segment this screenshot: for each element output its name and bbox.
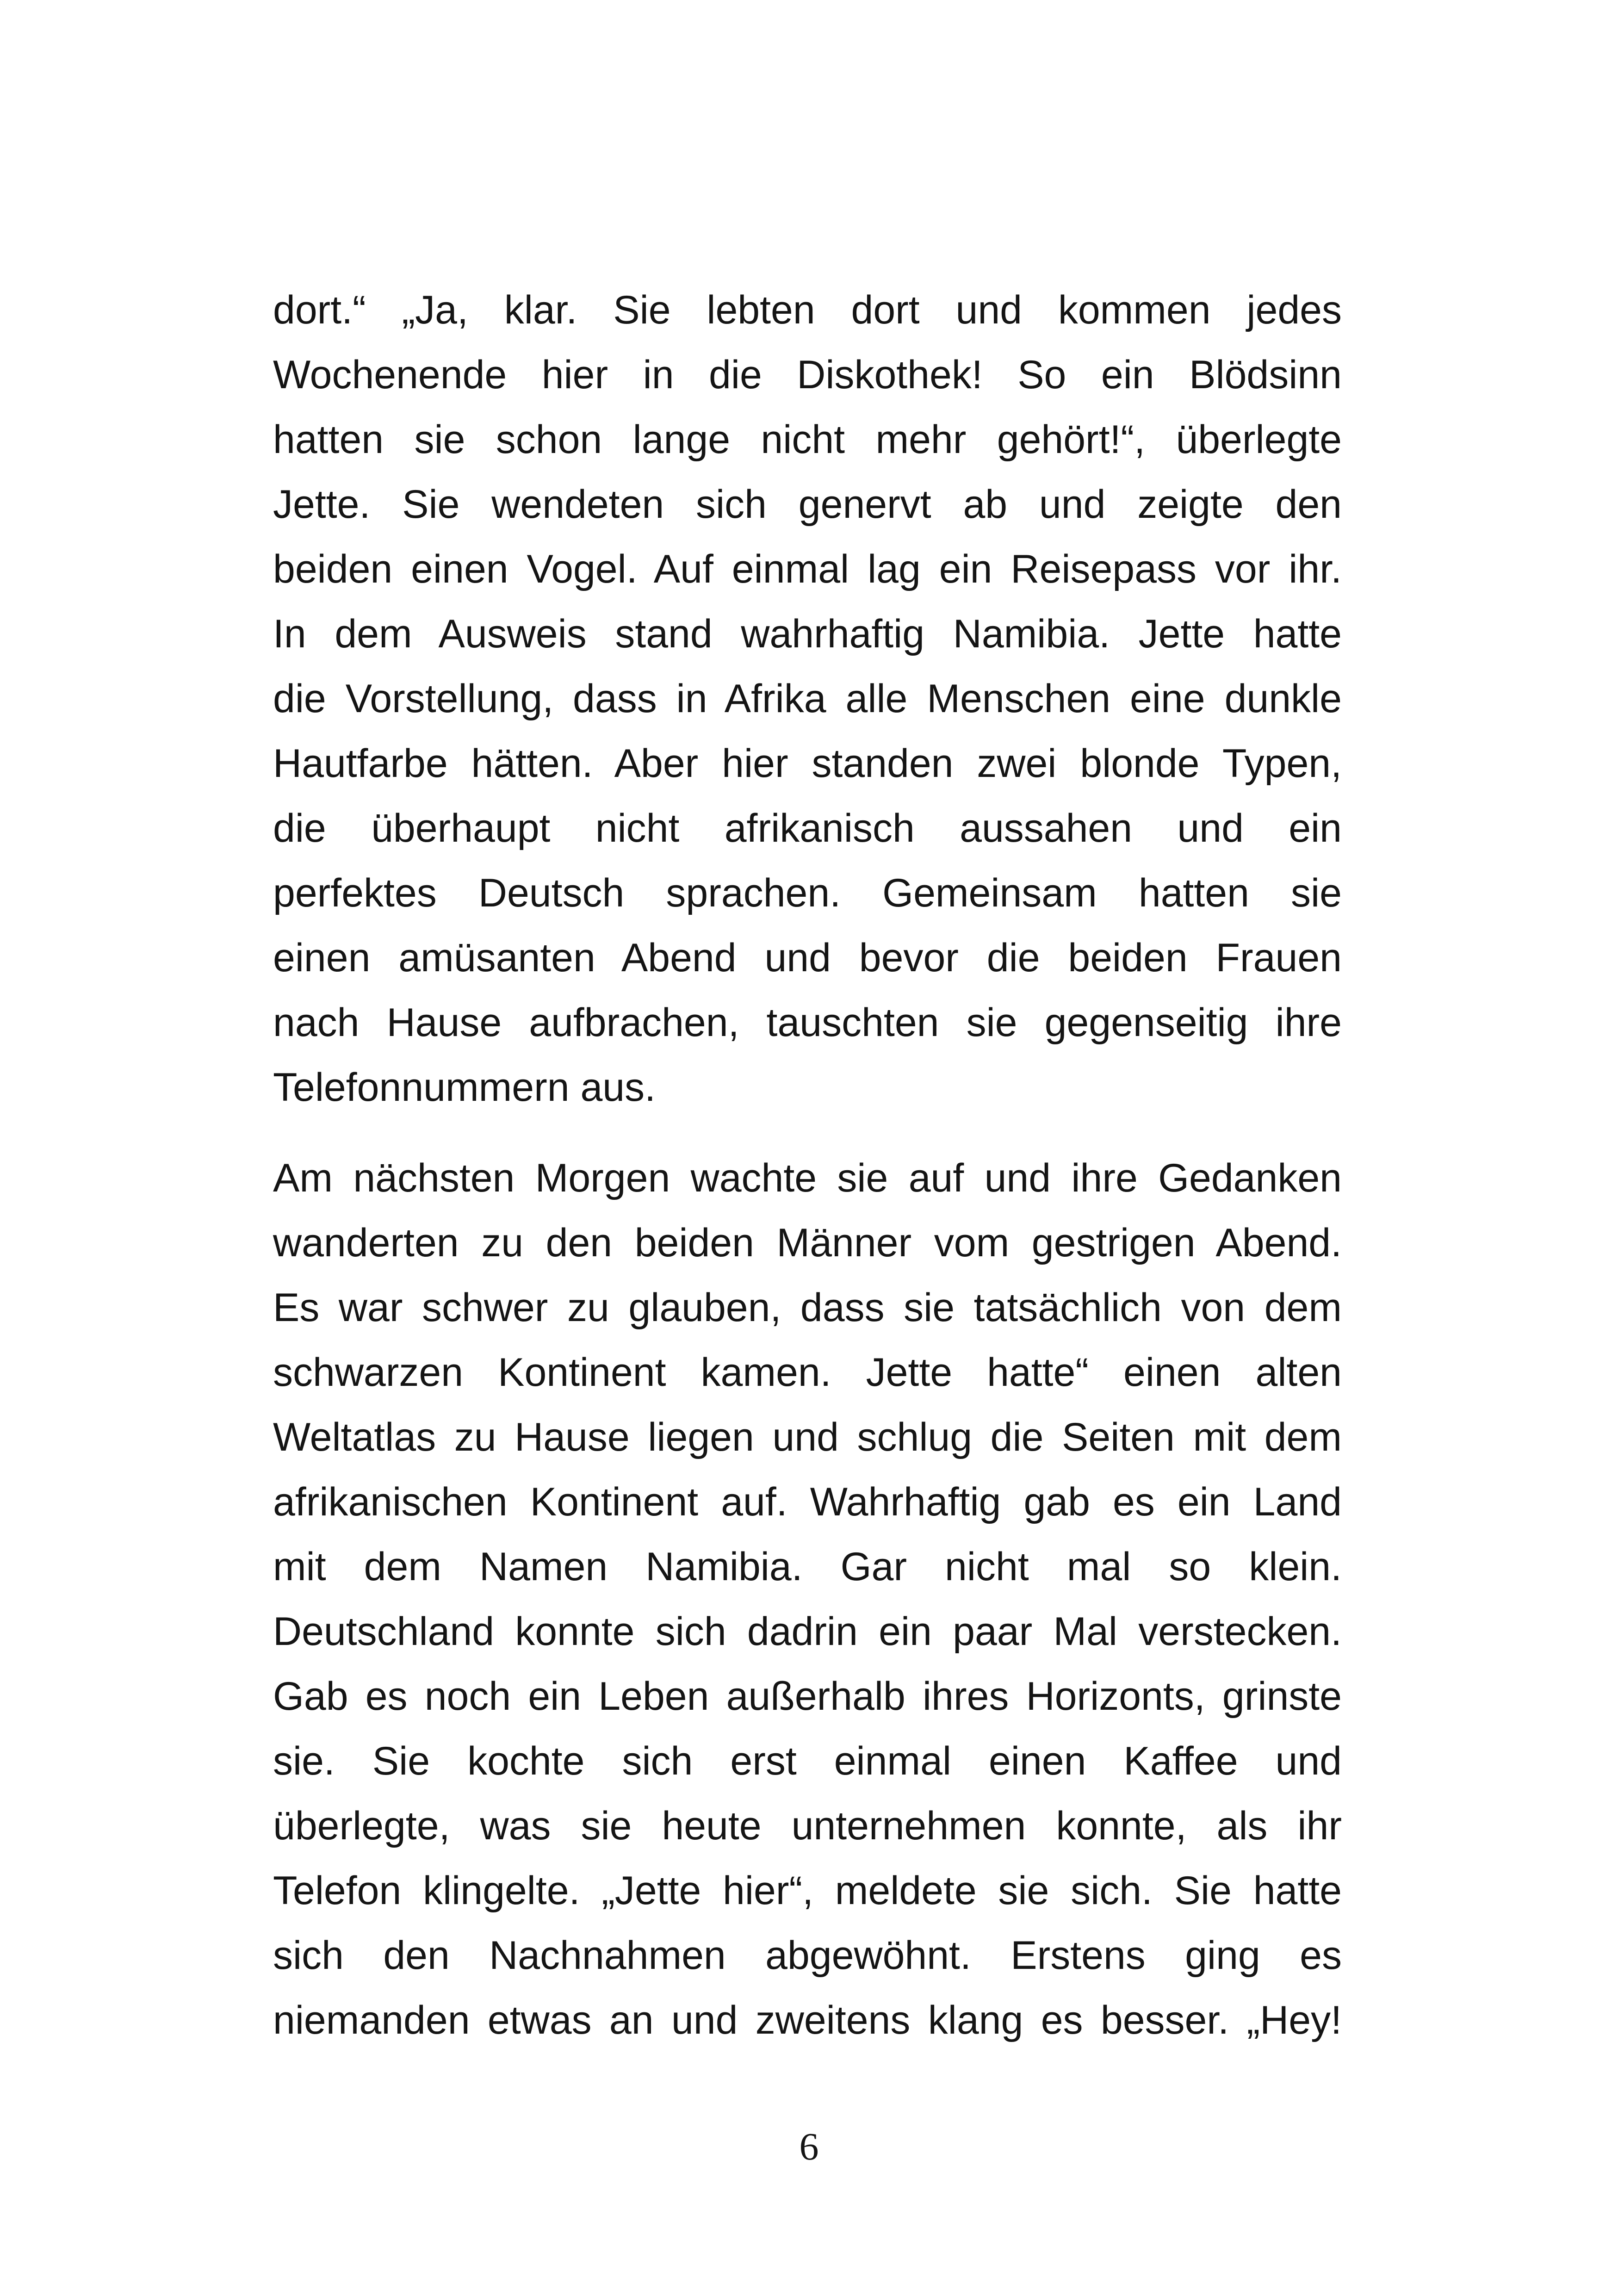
text-line: Es war schwer zu glauben, dass sie tatsächlich von dem: [273, 1285, 1342, 1330]
text-line: die überhaupt nicht afrikanisch aussahen und ein: [273, 806, 1342, 850]
text-line: nach Hause aufbrachen, tauschten sie gegenseitig ihre: [273, 1000, 1342, 1045]
text-line: Jette. Sie wendeten sich genervt ab und zeigte den: [273, 482, 1342, 527]
text-line: Telefonnummern aus.: [273, 1065, 656, 1110]
text-line: Hautfarbe hätten. Aber hier standen zwei blonde Typen,: [273, 741, 1342, 786]
text-line: Weltatlas zu Hause liegen und schlug die Seiten mit dem: [273, 1415, 1342, 1459]
text-line: Wochenende hier in die Diskothek! So ein Blödsinn: [273, 353, 1342, 397]
text-line: schwarzen Kontinent kamen. Jette hatte“ einen alten: [273, 1350, 1342, 1395]
text-line: mit dem Namen Namibia. Gar nicht mal so klein.: [273, 1545, 1342, 1589]
text-line: Deutschland konnte sich dadrin ein paar Mal verstecken.: [273, 1609, 1342, 1654]
text-line: Telefon klingelte. „Jette hier“, meldete sie sich. Sie hatte: [273, 1868, 1342, 1913]
text-line: einen amüsanten Abend und bevor die beiden Frauen: [273, 936, 1342, 980]
page-number: 6: [799, 2125, 819, 2168]
text-line: dort.“ „Ja, klar. Sie lebten dort und kommen jedes: [273, 288, 1342, 332]
text-line: Am nächsten Morgen wachte sie auf und ihre Gedanken: [273, 1156, 1342, 1200]
text-line: afrikanischen Kontinent auf. Wahrhaftig gab es ein Land: [273, 1480, 1342, 1524]
text-line: die Vorstellung, dass in Afrika alle Menschen eine dunkle: [273, 676, 1342, 721]
text-line: wanderten zu den beiden Männer vom gestrigen Abend.: [273, 1221, 1342, 1265]
paragraph-2: [273, 1146, 1342, 2053]
text-line: In dem Ausweis stand wahrhaftig Namibia. Jette hatte: [273, 612, 1342, 656]
text-line: sich den Nachnahmen abgewöhnt. Erstens ging es: [273, 1933, 1342, 1978]
text-line: überlegte, was sie heute unternehmen konnte, als ihr: [273, 1804, 1342, 1848]
text-line: sie. Sie kochte sich erst einmal einen Kaffee und: [273, 1739, 1342, 1783]
text-line: Gab es noch ein Leben außerhalb ihres Horizonts, grinste: [273, 1674, 1342, 1719]
text-line: perfektes Deutsch sprachen. Gemeinsam hatten sie: [273, 871, 1342, 915]
text-line: beiden einen Vogel. Auf einmal lag ein Reisepass vor ihr.: [273, 547, 1342, 591]
paragraph-1: [273, 278, 1342, 1120]
text-line: hatten sie schon lange nicht mehr gehört!“, überlegte: [273, 417, 1342, 462]
text-line: niemanden etwas an und zweitens klang es besser. „Hey!: [273, 1998, 1342, 2042]
